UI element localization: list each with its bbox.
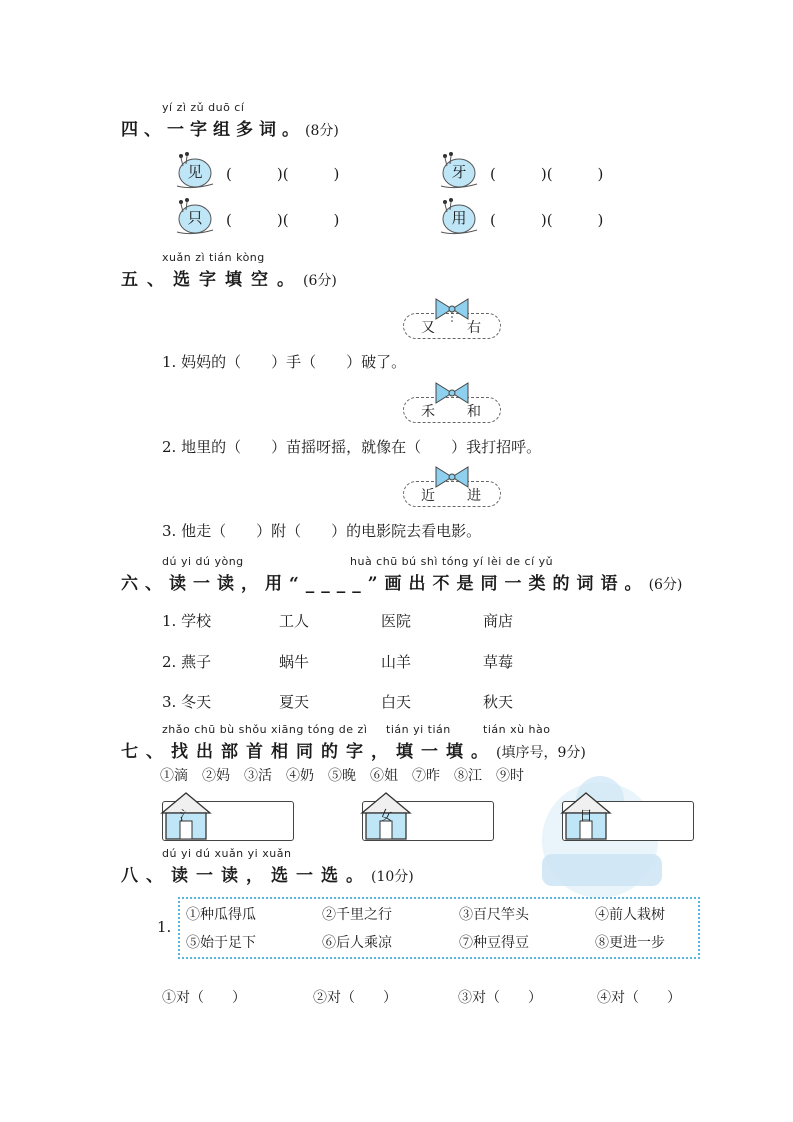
answer-4[interactable]: ④对（ ） [597, 990, 681, 1006]
snail-char: 只 [187, 209, 203, 227]
section8-title: 八、读一读，选一选。(10分) [121, 866, 414, 886]
section6-title: 六、读一读，用“____”画出不是同一类的词语。(6分) [121, 574, 683, 594]
option-a[interactable]: 禾 [421, 404, 435, 420]
section7-pinyin-b: tián yi tián [386, 723, 451, 736]
question-number: 1. [157, 918, 172, 936]
section7-pinyin-c: tián xù hào [483, 723, 551, 736]
section7-title: 七、找出部首相同的字，填一填。(填序号，9分) [121, 742, 586, 762]
section8-score: (10分) [371, 869, 414, 885]
answer-1[interactable]: ①对（ ） [162, 990, 246, 1006]
snail-icon [437, 196, 479, 236]
answer-2[interactable]: ②对（ ） [313, 990, 397, 1006]
idiom: ⑥后人乘凉 [322, 935, 392, 951]
snail-char: 牙 [451, 163, 467, 181]
word-row-1-d[interactable]: 商店 [483, 612, 514, 630]
option-a[interactable]: 又 [421, 320, 435, 336]
sentence-1: 1. 妈妈的（ ）手（ ）破了。 [162, 353, 407, 371]
radical-char: 日 [579, 809, 593, 824]
section4-title: 四、一字组多词。(8分) [121, 120, 339, 140]
option-b[interactable]: 进 [467, 488, 481, 504]
section7-score: (填序号，9分) [496, 745, 586, 761]
radical-char: 氵 [179, 809, 193, 824]
idiom: ⑦种豆得豆 [459, 935, 529, 951]
bow-icon [432, 380, 472, 406]
word-row-1-c[interactable]: 医院 [381, 612, 412, 630]
option-a[interactable]: 近 [421, 488, 435, 504]
answer-blank[interactable]: ( )( ) [490, 165, 604, 183]
word-row-3-d[interactable]: 秋天 [483, 693, 514, 711]
word-row-3-a[interactable]: 3. 冬天 [162, 693, 212, 711]
snail-char: 用 [451, 209, 467, 227]
char-list: ①滴 ②妈 ③活 ④奶 ⑤晚 ⑥姐 ⑦昨 ⑧江 ⑨时 [160, 768, 524, 784]
word-row-1-b[interactable]: 工人 [279, 612, 310, 630]
section6-score: (6分) [648, 577, 683, 593]
idiom: ②千里之行 [322, 907, 392, 923]
snail-icon [437, 150, 479, 190]
answer-3[interactable]: ③对（ ） [458, 990, 542, 1006]
word-row-2-c[interactable]: 山羊 [381, 653, 412, 671]
idiom: ①种瓜得瓜 [186, 907, 256, 923]
section6-pinyin-b: huà chū bú shì tóng yí lèi de cí yǔ [350, 555, 554, 568]
snail-icon [173, 196, 215, 236]
section7-pinyin-a: zhǎo chū bù shǒu xiāng tóng de zì [162, 723, 368, 736]
snail-icon [173, 150, 215, 190]
answer-blank[interactable]: ( )( ) [226, 211, 340, 229]
snail-char: 见 [187, 163, 203, 181]
idiom: ④前人栽树 [595, 907, 665, 923]
idiom: ⑤始于足下 [186, 935, 256, 951]
bow-icon [432, 464, 472, 490]
word-row-2-d[interactable]: 草莓 [483, 653, 514, 671]
sentence-2: 2. 地里的（ ）苗摇呀摇，就像在（ ）我打招呼。 [162, 438, 542, 456]
section5-pinyin: xuǎn zì tián kòng [162, 251, 265, 264]
section4-pinyin: yí zì zǔ duō cí [162, 101, 245, 114]
word-row-3-c[interactable]: 白天 [381, 693, 412, 711]
answer-blank[interactable]: ( )( ) [226, 165, 340, 183]
section4-score: (8分) [305, 123, 339, 139]
sentence-3: 3. 他走（ ）附（ ）的电影院去看电影。 [162, 522, 482, 540]
radical-char: 女 [379, 809, 393, 824]
option-b[interactable]: 右 [467, 320, 481, 336]
word-row-2-b[interactable]: 蜗牛 [279, 653, 310, 671]
section5-title: 五、选字填空。(6分) [121, 270, 337, 290]
option-b[interactable]: 和 [467, 404, 481, 420]
word-row-2-a[interactable]: 2. 燕子 [162, 653, 212, 671]
answer-blank[interactable]: ( )( ) [490, 211, 604, 229]
section8-pinyin: dú yi dú xuǎn yi xuǎn [162, 847, 292, 860]
section5-score: (6分) [303, 273, 337, 289]
word-row-1-a[interactable]: 1. 学校 [162, 612, 212, 630]
idiom: ③百尺竿头 [459, 907, 529, 923]
section6-pinyin-a: dú yi dú yòng [162, 555, 244, 568]
idiom: ⑧更进一步 [595, 935, 665, 951]
word-row-3-b[interactable]: 夏天 [279, 693, 310, 711]
bow-icon [432, 296, 472, 322]
